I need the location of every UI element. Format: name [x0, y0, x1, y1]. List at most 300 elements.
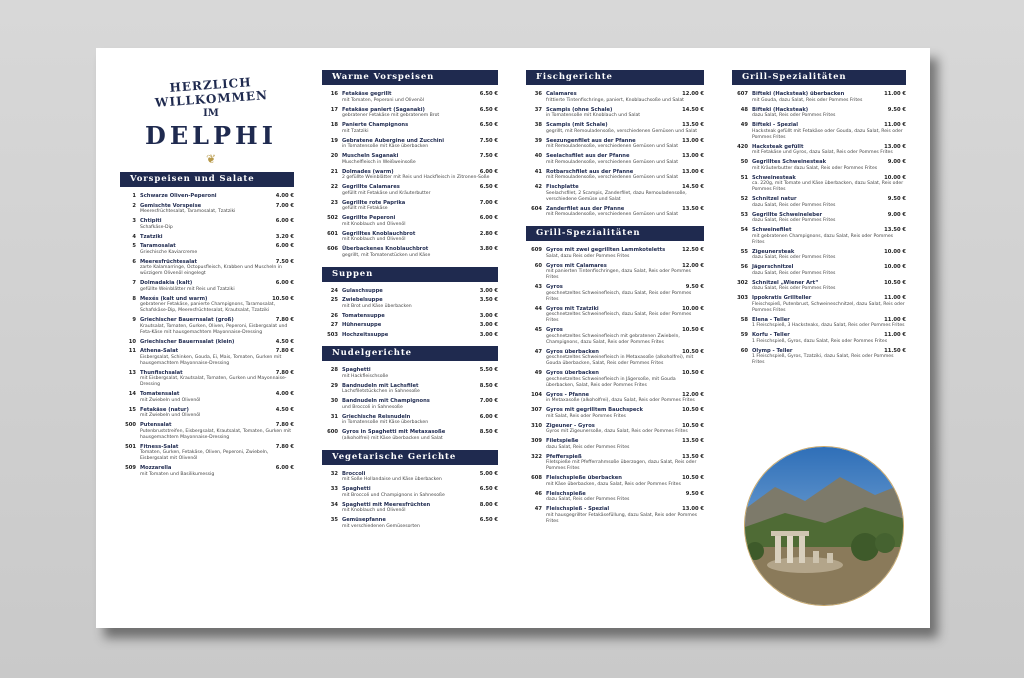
item-number: 33	[330, 486, 338, 492]
item-price: 11.00 €	[884, 91, 906, 97]
item-number: 7	[132, 280, 136, 286]
item-name: Spaghetti	[342, 367, 371, 373]
item-number: 46	[534, 490, 542, 497]
item-name: Taramosalat	[140, 243, 176, 249]
menu-item	[322, 122, 498, 135]
section-nudel	[322, 346, 498, 442]
welcome-heading	[126, 75, 296, 166]
menu-item	[120, 234, 294, 241]
item-name: Broccoli	[342, 470, 366, 477]
menu-item	[120, 391, 294, 404]
item-description: Fleischspieß, Putenbrust, Schweineschnitzel, dazu Salat, Reis oder Pommes Frites	[752, 301, 905, 313]
item-description: frittierte Tintenfischringe, paniert, Knoblauchsoße und Salat	[546, 97, 684, 103]
section-vorspeisen	[120, 172, 294, 478]
item-name: Gyros in Spaghetti mit Metaxasoße	[342, 429, 446, 435]
item-price: 2.80 €	[479, 230, 498, 237]
item-price: 13.00 €	[682, 153, 704, 159]
item-description: in Tomatensoße mit Käse überbacken	[342, 420, 429, 425]
item-description: mit Broccoli und Champignons in Sahnesoße	[342, 492, 445, 498]
item-name: Olymp - Teller	[752, 347, 793, 354]
menu-item	[732, 144, 906, 157]
menu-item	[322, 91, 498, 104]
menu-item	[732, 264, 906, 277]
item-price: 9.50 €	[685, 284, 704, 290]
item-description: dazu Salat, Reis oder Pommes Frites	[546, 444, 630, 450]
item-description: mit Zwiebeln und Olivenöl	[140, 413, 201, 418]
item-description: Eisbergsalat, Schinken, Gouda, Ei, Mais, Tomaten, Gurken mit hausgemachtem Mayonnaise-Dressing	[140, 354, 282, 366]
item-description: dazu Salat, Reis oder Pommes Frites	[752, 218, 836, 223]
item-name: Jägerschnitzel	[752, 264, 794, 270]
item-name: Gyros mit gegrilltem Bauchspeck	[546, 407, 643, 413]
item-price: 10.50 €	[682, 348, 704, 355]
item-number: 44	[534, 305, 542, 312]
item-price: 8.00 €	[479, 501, 498, 508]
menu-item	[526, 263, 704, 282]
item-price: 13.00 €	[682, 137, 704, 144]
item-number: 501	[125, 443, 136, 450]
menu-item	[526, 438, 704, 451]
item-number: 53	[740, 211, 748, 218]
item-description: mit Soße Hollandaise und Käse überbacken	[342, 477, 442, 482]
item-price: 6.00 €	[479, 413, 498, 420]
item-name: Spaghetti	[342, 486, 371, 492]
item-name: Spaghetti mit Meeresfrüchten	[342, 501, 431, 508]
item-description: zarte Kalamarringe, Octopusfleisch, Krabben und Muscheln in würzigem Olivenöl eingelegt	[140, 265, 282, 276]
item-name: Bifteki (Hacksteak) überbacken	[752, 91, 845, 97]
section-fisch	[526, 70, 704, 218]
item-name: Gegrilltes Knoblauchbrot	[342, 230, 416, 237]
menu-item	[526, 506, 704, 525]
item-number: 58	[740, 316, 748, 323]
item-name: Tzatziki	[140, 233, 163, 240]
menu-sheet	[96, 48, 930, 628]
item-price: 3.00 €	[479, 331, 498, 338]
item-description: gefüllte Weinblätter mit Reis und Tzatziki	[140, 286, 235, 292]
item-number: 21	[330, 168, 338, 175]
item-name: Scampis (mit Schale)	[546, 122, 608, 128]
item-description: Salat, dazu Reis oder Pommes Frites	[546, 253, 630, 259]
menu-item	[322, 169, 498, 182]
menu-item	[732, 249, 906, 262]
menu-item	[526, 491, 704, 504]
section-vegetarisch	[322, 450, 498, 530]
item-number: 26	[330, 312, 338, 319]
item-name: Fetakäse gegrillt	[342, 91, 392, 97]
menu-item	[120, 280, 294, 293]
item-price: 5.00 €	[479, 470, 498, 477]
menu-item	[322, 297, 498, 310]
menu-item	[526, 91, 704, 104]
item-name: Gemischte Vorspeise	[140, 202, 202, 209]
item-number: 43	[534, 284, 542, 290]
item-name: Bifteki - Spezial	[752, 122, 799, 128]
menu-item	[526, 138, 704, 151]
item-description: Lachsfiletstückchen in Sahnesoße	[342, 389, 420, 394]
item-description: Muschelfleisch in Weißweinsoße	[342, 159, 416, 165]
menu-item	[322, 200, 498, 213]
item-number: 13	[128, 369, 136, 376]
item-price: 7.50 €	[479, 137, 498, 144]
menu-item	[322, 107, 498, 120]
menu-item	[732, 348, 906, 367]
item-price: 7.80 €	[275, 348, 294, 354]
item-description: (alkoholfrei) mit Käse überbacken und Salat	[342, 435, 443, 441]
item-number: 2	[132, 202, 136, 209]
item-description: in Tomatensoße mit Knoblauch und Salat	[546, 113, 641, 118]
menu-item	[526, 206, 704, 219]
item-description: mit Tzatziki	[342, 128, 369, 134]
menu-item	[732, 332, 906, 345]
item-price: 13.50 €	[682, 205, 704, 212]
item-description: mit Knoblauch und Olivenöl	[342, 221, 406, 227]
item-price: 6.00 €	[275, 243, 294, 249]
menu-item	[120, 317, 294, 336]
item-number: 45	[534, 327, 542, 333]
item-price: 8.50 €	[479, 429, 498, 435]
menu-item	[120, 407, 294, 420]
item-price: 7.00 €	[479, 199, 498, 206]
menu-item	[526, 349, 704, 368]
welcome-line-2: IM	[203, 108, 219, 119]
item-number: 6	[132, 258, 136, 265]
menu-item	[732, 212, 906, 225]
item-name: Schweinefilet	[752, 227, 792, 233]
item-number: 608	[531, 475, 542, 481]
item-price: 10.50 €	[682, 327, 704, 333]
item-name: Calamares	[546, 91, 577, 97]
menu-item	[732, 122, 906, 141]
item-number: 502	[327, 215, 338, 221]
menu-item	[120, 218, 294, 231]
menu-item	[526, 454, 704, 473]
item-name: Fleischspieße	[546, 490, 586, 497]
item-description: gefüllt mit Fetakäse und Kräuterbutter	[342, 190, 431, 196]
item-price: 6.00 €	[275, 218, 294, 224]
item-number: 302	[737, 279, 748, 286]
item-number: 104	[531, 391, 542, 398]
section-title: Fischgerichte	[526, 70, 704, 85]
menu-item	[322, 367, 498, 380]
menu-item	[322, 313, 498, 320]
item-number: 56	[740, 264, 748, 270]
item-description: und Broccoli in Sahnesoße	[342, 404, 403, 410]
item-description: gebratener Fetakäse mit gebratenem Brot	[342, 113, 440, 118]
item-description: mit Remouladensoße, verschiedenen Gemüsen und Salat	[546, 175, 679, 180]
menu-item	[526, 169, 704, 182]
item-price: 10.00 €	[884, 174, 906, 181]
delphi-temple-photo	[744, 446, 904, 606]
item-price: 3.50 €	[479, 297, 498, 303]
item-name: Bandnudeln mit Champignons	[342, 398, 430, 404]
item-description: mit Kräuterbutter dazu Salat, Reis oder Pommes Frites	[752, 165, 878, 171]
item-number: 606	[327, 246, 338, 252]
item-description: dazu Salat, Reis oder Pommes Frites	[752, 202, 836, 208]
menu-item	[322, 215, 498, 228]
item-number: 600	[327, 429, 338, 435]
menu-item	[732, 227, 906, 246]
item-number: 41	[534, 168, 542, 175]
item-description: mit Remouladensoße, verschiedenen Gemüsen und Salat	[546, 212, 679, 217]
item-name: Schnitzel „Wiener Art“	[752, 279, 819, 286]
item-price: 13.00 €	[884, 143, 906, 150]
item-number: 52	[740, 196, 748, 202]
item-description: Tomaten, Gurken, Fetakäse, Oliven, Peperoni, Zwiebeln, Eisbergsalat mit Olivenöl	[140, 450, 269, 461]
item-number: 15	[128, 406, 136, 413]
item-name: Zigeuner - Gyros	[546, 422, 595, 429]
item-price: 6.50 €	[479, 486, 498, 492]
item-number: 309	[531, 438, 542, 444]
section-title: Suppen	[322, 267, 498, 282]
item-number: 36	[534, 91, 542, 97]
menu-item	[322, 138, 498, 151]
item-price: 9.00 €	[887, 211, 906, 218]
item-price: 11.00 €	[884, 295, 906, 301]
item-price: 7.80 €	[275, 369, 294, 376]
item-name: Tomatensalat	[140, 391, 180, 397]
menu-item	[322, 231, 498, 244]
item-price: 7.80 €	[275, 317, 294, 323]
section-grill2	[732, 70, 906, 366]
menu-item	[526, 327, 704, 346]
menu-item	[322, 517, 498, 530]
item-name: Hacksteak gefüllt	[752, 143, 804, 150]
item-name: Muscheln Saganaki	[342, 153, 399, 159]
item-price: 9.50 €	[887, 196, 906, 202]
item-description: in Tomatensoße mit Käse überbacken	[342, 144, 429, 149]
item-description: 1 Fleischspieß, 3 Hacksteaks, dazu Salat, Reis oder Pommes Frites	[752, 323, 905, 328]
item-description: geschnetzeltes Schweinefleisch in Metaxasoße (alkoholfrei), mit Gouda überbacken, Salat, Reis oder Pommes Frites	[546, 355, 694, 366]
item-description: dazu Salat, Reis oder Pommes Frites	[752, 255, 836, 260]
section-title: Vorspeisen und Salate	[120, 172, 294, 187]
menu-item	[322, 184, 498, 197]
item-price: 7.00 €	[479, 398, 498, 404]
item-name: Fischplatte	[546, 184, 579, 190]
column-vorspeisen	[120, 172, 294, 478]
item-description: mit panierten Tintenfischringen, dazu Salat, Reis oder Pommes Frites	[546, 269, 691, 280]
item-price: 10.00 €	[884, 248, 906, 255]
item-price: 11.00 €	[884, 332, 906, 338]
item-number: 47	[534, 348, 542, 355]
item-number: 49	[534, 370, 542, 376]
item-number: 14	[128, 391, 136, 397]
item-price: 3.00 €	[479, 322, 498, 328]
item-description: mit Salat, Reis oder Pommes Frites	[546, 413, 626, 419]
item-number: 40	[534, 153, 542, 159]
restaurant-name: DELPHI	[145, 121, 277, 150]
menu-item	[732, 175, 906, 194]
item-price: 13.00 €	[682, 168, 704, 175]
item-name: Thunfischsalat	[140, 369, 183, 376]
item-name: Gyros	[546, 284, 563, 290]
item-description: Schafkäse-Dip	[140, 224, 173, 230]
item-name: Gemüsepfanne	[342, 517, 386, 523]
menu-item	[526, 107, 704, 120]
item-price: 14.50 €	[682, 106, 704, 113]
item-name: Fitness-Salat	[140, 443, 179, 450]
item-name: Gegrillte Calamares	[342, 184, 400, 190]
item-price: 10.00 €	[884, 264, 906, 270]
item-description: mit Knoblauch und Olivenöl	[342, 237, 406, 242]
item-name: Pfefferspieß	[546, 453, 582, 460]
menu-item	[120, 259, 294, 278]
menu-item	[120, 193, 294, 200]
item-name: Gyros mit Calamares	[546, 262, 607, 269]
item-name: Gyros mit zwei gegrillten Lammkoteletts	[546, 247, 666, 253]
item-description: gegrillt, mit Remouladensoße, verschiedenen Gemüsen und Salat	[546, 128, 698, 134]
item-number: 27	[330, 322, 338, 328]
item-price: 9.00 €	[887, 159, 906, 165]
menu-item	[322, 486, 498, 499]
item-description: 1 Fleischspieß, Gyros, Tzatziki, dazu Salat, Reis oder Pommes Frites	[752, 354, 894, 365]
item-price: 7.00 €	[275, 202, 294, 209]
item-number: 51	[740, 174, 748, 181]
item-description: dazu Salat, Reis oder Pommes Frites	[752, 270, 836, 276]
item-price: 9.50 €	[887, 106, 906, 113]
item-price: 12.00 €	[682, 262, 704, 269]
menu-item	[120, 465, 294, 478]
item-price: 5.50 €	[479, 367, 498, 373]
item-name: Gyros überbacken	[546, 348, 599, 355]
item-price: 7.50 €	[275, 258, 294, 265]
item-number: 310	[531, 422, 542, 429]
item-name: Seezungenfilet aus der Pfanne	[546, 137, 636, 144]
item-number: 39	[534, 137, 542, 144]
item-number: 5	[132, 243, 136, 249]
item-name: Panierte Champignons	[342, 122, 409, 128]
menu-item	[526, 153, 704, 166]
item-description: mit Hackfleischsoße	[342, 373, 389, 379]
item-number: 1	[132, 193, 136, 199]
item-number: 60	[740, 347, 748, 354]
item-number: 303	[737, 295, 748, 301]
item-name: Überbackenes Knoblauchbrot	[342, 246, 429, 252]
item-description: mit Tomaten, Peperoni und Olivenöl	[342, 97, 424, 103]
item-price: 6.50 €	[479, 106, 498, 113]
item-name: Ippokratis Grillteller	[752, 295, 812, 301]
item-number: 60	[534, 262, 542, 269]
item-price: 13.00 €	[682, 506, 704, 512]
item-number: 34	[330, 501, 338, 508]
item-number: 59	[740, 332, 748, 338]
menu-item	[526, 392, 704, 405]
item-description: mit Tomaten und Basilikumessig	[140, 471, 215, 477]
item-description: gebratener Fetakäse, panierte Champignons, Taramosalat, Schafskäse-Dip, Meeresfrüchtesalat, Krautsalat, Tzatziki	[140, 302, 276, 313]
item-price: 6.00 €	[479, 168, 498, 175]
item-name: Filetspieße	[546, 438, 579, 444]
item-number: 18	[330, 122, 338, 128]
item-price: 10.00 €	[682, 305, 704, 312]
item-description: mit verschiedenen Gemüsesorten	[342, 523, 420, 529]
item-price: 4.00 €	[275, 391, 294, 397]
item-name: Elena - Teller	[752, 316, 790, 323]
menu-item	[322, 429, 498, 442]
item-number: 9	[132, 317, 136, 323]
item-price: 13.50 €	[682, 453, 704, 460]
item-price: 10.50 €	[884, 279, 906, 286]
item-number: 601	[327, 230, 338, 237]
menu-item	[732, 107, 906, 120]
item-name: Schnitzel natur	[752, 196, 797, 202]
item-description: gefüllt mit Fetakäse	[342, 206, 388, 211]
item-price: 10.50 €	[682, 422, 704, 429]
item-description: mit Käse überbacken, dazu Salat, Reis oder Pommes Frites	[546, 481, 681, 487]
item-name: Schwarze Oliven-Peperoni	[140, 193, 217, 199]
item-description: mit Zwiebeln und Olivenöl	[140, 397, 201, 403]
item-number: 607	[737, 91, 748, 97]
item-number: 609	[531, 247, 542, 253]
item-name: Athena-Salat	[140, 348, 179, 354]
section-title: Vegetarische Gerichte	[322, 450, 498, 465]
welcome-line-1: HERZLICH WILLKOMMEN	[154, 75, 269, 110]
item-description: 1 Fleischspieß, Gyros, dazu Salat, Reis oder Pommes Frites	[752, 338, 888, 344]
menu-item	[732, 317, 906, 330]
item-number: 31	[330, 413, 338, 420]
item-name: Gyros - Pfanne	[546, 391, 590, 398]
item-price: 10.50 €	[682, 407, 704, 413]
item-description: 2 gefüllte Weinblätter mit Reis und Hackfleisch in Zitronen-Soße	[342, 175, 490, 180]
item-price: 4.00 €	[275, 193, 294, 199]
item-number: 22	[330, 184, 338, 190]
menu-item	[322, 414, 498, 427]
item-description: Putenbruststreifen, Eisbergsalat, Krautsalat, Tomaten, Gurken mit hausgemachtem Mayonnaise-Dressing	[140, 428, 292, 440]
laurel-icon: ❦	[205, 152, 217, 166]
item-price: 4.50 €	[275, 406, 294, 413]
menu-item	[120, 444, 294, 463]
item-number: 420	[737, 143, 748, 150]
item-number: 35	[330, 517, 338, 523]
menu-item	[322, 398, 498, 411]
item-price: 8.50 €	[479, 382, 498, 389]
menu-item	[526, 184, 704, 203]
item-price: 6.00 €	[275, 465, 294, 471]
menu-item	[732, 280, 906, 293]
menu-item	[322, 471, 498, 484]
item-name: Korfu - Teller	[752, 332, 790, 338]
item-price: 13.50 €	[884, 227, 906, 233]
item-price: 14.50 €	[682, 184, 704, 190]
menu-item	[120, 339, 294, 346]
menu-item	[322, 502, 498, 515]
item-price: 4.50 €	[275, 338, 294, 345]
item-name: Dolmades (warm)	[342, 168, 394, 175]
item-name: Gyros überbacken	[546, 370, 599, 376]
item-price: 11.50 €	[884, 347, 906, 354]
item-description: mit Knoblauch und Olivenöl	[342, 508, 406, 513]
item-number: 322	[531, 453, 542, 460]
section-title: Warme Vorspeisen	[322, 70, 498, 85]
item-name: Gegrillte rote Paprika	[342, 199, 406, 206]
item-price: 7.80 €	[275, 422, 294, 428]
item-number: 42	[534, 184, 542, 190]
item-name: Bifteki (Hacksteak)	[752, 106, 809, 113]
item-description: Krautsalat, Tomaten, Gurken, Oliven, Peperoni, Eisbergsalat und Feta-Käse mit hausgemachtem Mayonnaise-Dressing	[140, 323, 288, 335]
menu-item	[322, 288, 498, 295]
item-description: mit Gouda, dazu Salat, Reis oder Pommes Frites	[752, 97, 863, 103]
menu-item	[526, 423, 704, 436]
item-name: Seelachsfilet aus der Pfanne	[546, 153, 630, 159]
item-price: 7.80 €	[275, 443, 294, 450]
item-name: Gulaschsuppe	[342, 287, 383, 294]
item-name: Gegrilltes Schweinesteak	[752, 159, 827, 165]
menu-item	[322, 246, 498, 259]
item-name: Putensalat	[140, 422, 172, 428]
item-number: 17	[330, 106, 338, 113]
menu-item	[322, 153, 498, 166]
menu-item	[526, 284, 704, 303]
item-number: 3	[132, 218, 136, 224]
item-name: Griechischer Bauernsalat (klein)	[140, 338, 235, 345]
item-number: 30	[330, 398, 338, 404]
